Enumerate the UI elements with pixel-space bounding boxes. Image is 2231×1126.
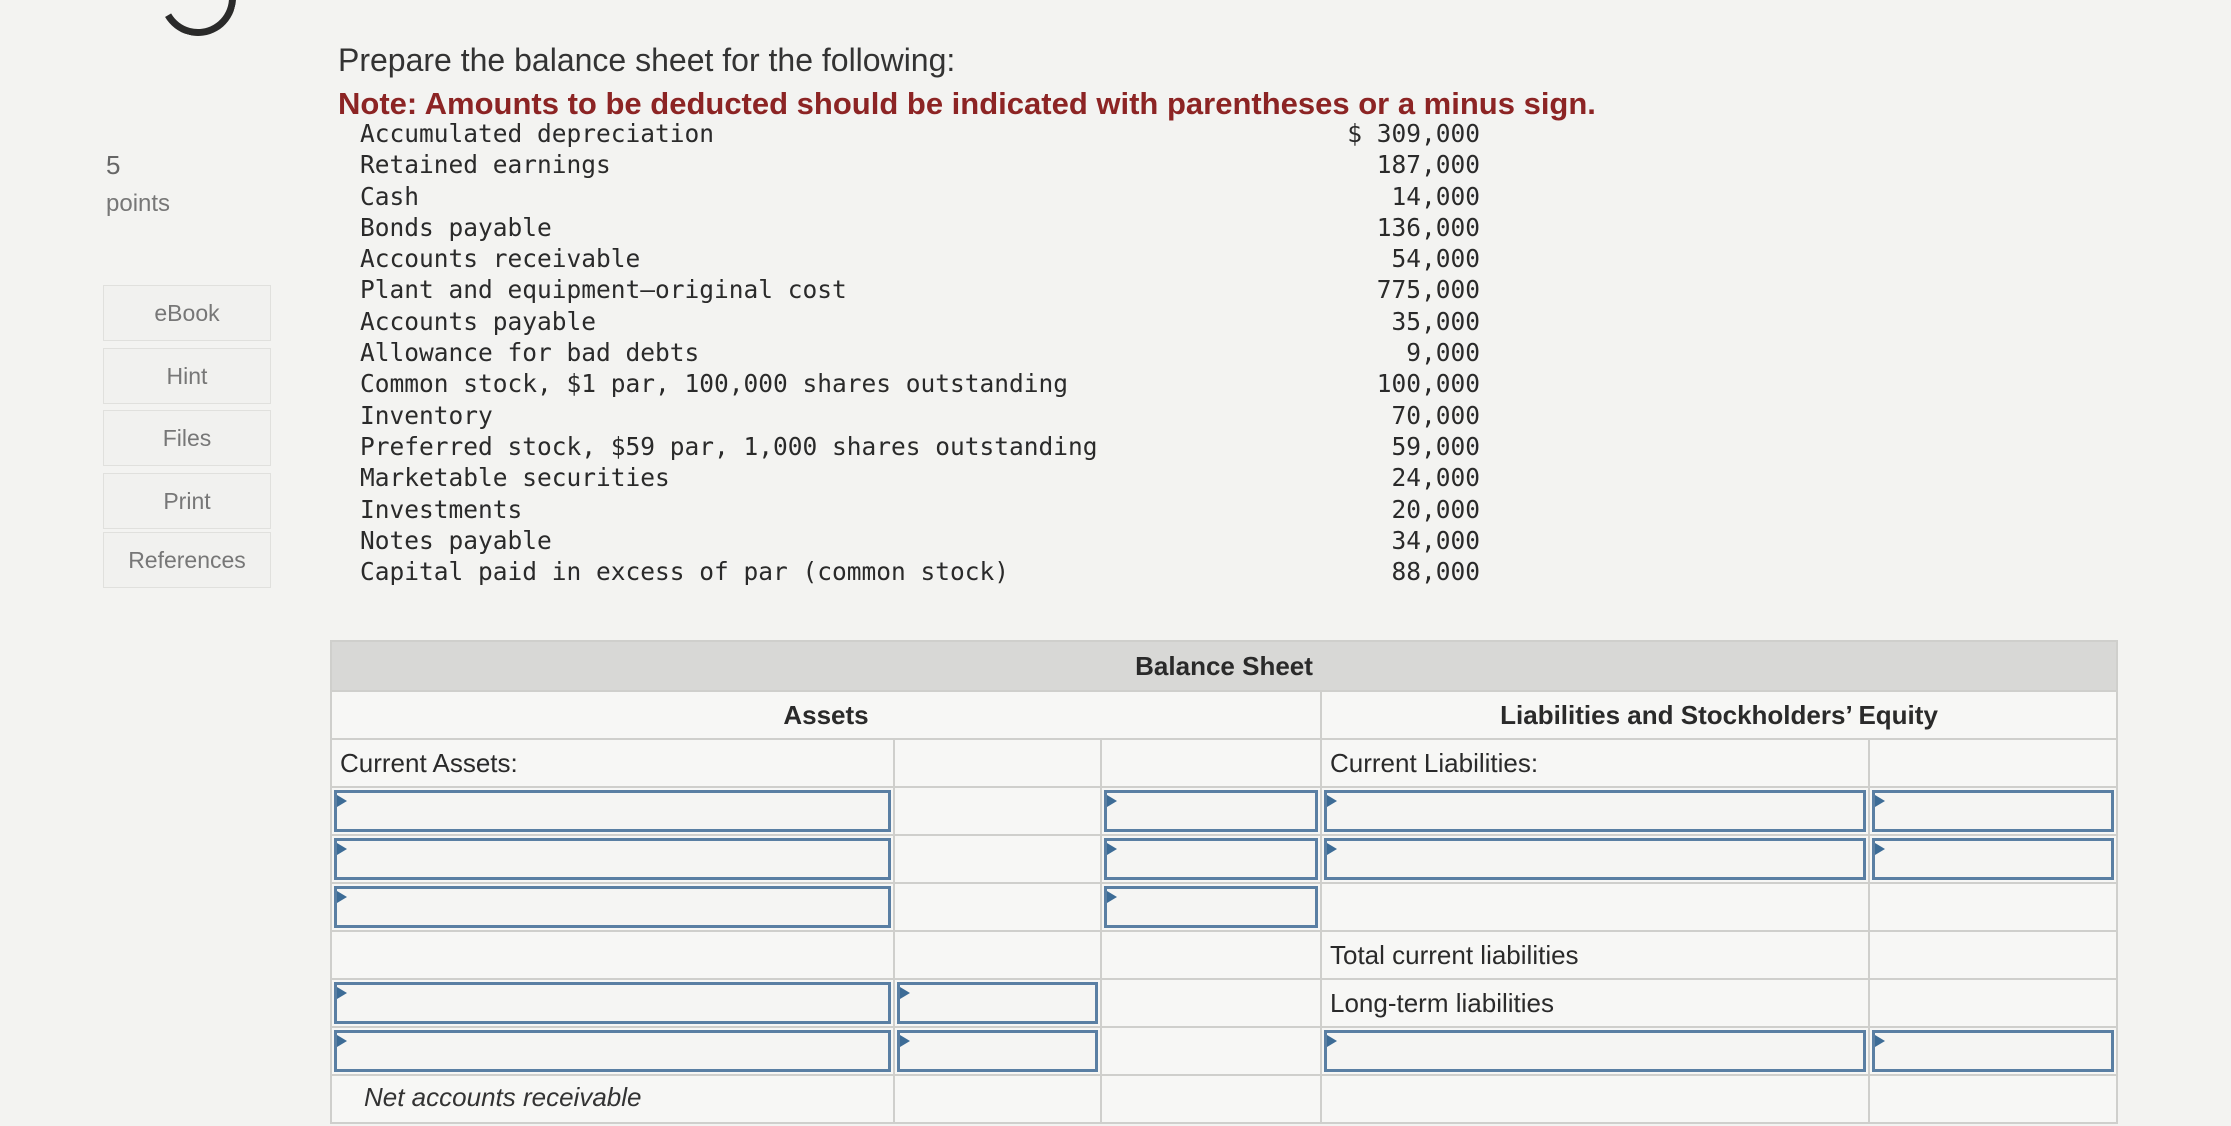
given-row: Retained earnings 187,000 bbox=[360, 150, 1480, 180]
assets-header: Assets bbox=[331, 691, 1321, 739]
current-liabilities-label: Current Liabilities: bbox=[1321, 739, 1869, 787]
given-row: Accounts receivable 54,000 bbox=[360, 244, 1480, 274]
asset-subamount-input[interactable] bbox=[897, 1030, 1098, 1072]
liability-label-input[interactable] bbox=[1324, 838, 1866, 880]
total-current-liabilities-label: Total current liabilities bbox=[1321, 931, 1869, 979]
liability-label-input[interactable] bbox=[1324, 790, 1866, 832]
given-row: Notes payable 34,000 bbox=[360, 525, 1480, 555]
liability-label-input[interactable] bbox=[1324, 1030, 1866, 1072]
given-row: Accumulated depreciation $ 309,000 bbox=[360, 119, 1480, 148]
balance-sheet-title: Balance Sheet bbox=[331, 641, 2117, 691]
given-data-list bbox=[360, 118, 1480, 587]
asset-amount-input[interactable] bbox=[1104, 790, 1318, 832]
given-row: Allowance for bad debts 9,000 bbox=[360, 338, 1480, 368]
asset-subamount-input[interactable] bbox=[897, 982, 1098, 1024]
given-row: Common stock, $1 par, 100,000 shares outstanding 100,000 bbox=[360, 369, 1480, 399]
question-title: Prepare the balance sheet for the following: bbox=[338, 42, 956, 78]
hint-button[interactable]: Hint bbox=[103, 348, 271, 404]
liability-amount-input[interactable] bbox=[1872, 1030, 2114, 1072]
given-row: Capital paid in excess of par (common stock) 88,000 bbox=[360, 557, 1480, 587]
files-button[interactable]: Files bbox=[103, 410, 271, 466]
liability-amount-input[interactable] bbox=[1872, 790, 2114, 832]
asset-label-input[interactable] bbox=[334, 790, 891, 832]
asset-label-input[interactable] bbox=[334, 838, 891, 880]
given-row: Accounts payable 35,000 bbox=[360, 306, 1480, 336]
long-term-liabilities-label: Long-term liabilities bbox=[1321, 979, 1869, 1027]
loading-icon bbox=[151, 0, 244, 45]
given-row: Cash 14,000 bbox=[360, 181, 1480, 211]
current-assets-label: Current Assets: bbox=[331, 739, 894, 787]
net-accounts-receivable-label: Net accounts receivable bbox=[364, 1082, 642, 1112]
given-row: Preferred stock, $59 par, 1,000 shares outstanding 59,000 bbox=[360, 431, 1480, 461]
asset-label-input[interactable] bbox=[334, 1030, 891, 1072]
given-row: Investments 20,000 bbox=[360, 494, 1480, 524]
given-row: Bonds payable 136,000 bbox=[360, 212, 1480, 242]
asset-label-input[interactable] bbox=[334, 886, 891, 928]
references-button[interactable]: References bbox=[103, 532, 271, 588]
points-label: points bbox=[106, 190, 171, 217]
liabilities-header: Liabilities and Stockholders’ Equity bbox=[1321, 691, 2117, 739]
asset-label-input[interactable] bbox=[334, 982, 891, 1024]
points-value: 5 bbox=[106, 150, 121, 180]
given-row: Marketable securities 24,000 bbox=[360, 463, 1480, 493]
asset-amount-input[interactable] bbox=[1104, 886, 1318, 928]
liability-amount-input[interactable] bbox=[1872, 838, 2114, 880]
ebook-button[interactable]: eBook bbox=[103, 285, 271, 341]
given-row: Inventory 70,000 bbox=[360, 400, 1480, 430]
asset-amount-input[interactable] bbox=[1104, 838, 1318, 880]
given-row: Plant and equipment—original cost 775,000 bbox=[360, 275, 1480, 305]
balance-sheet-table bbox=[330, 640, 2116, 1126]
print-button[interactable]: Print bbox=[103, 473, 271, 529]
question-note: Note: Amounts to be deducted should be indicated with parentheses or a minus sign. bbox=[338, 86, 1596, 121]
